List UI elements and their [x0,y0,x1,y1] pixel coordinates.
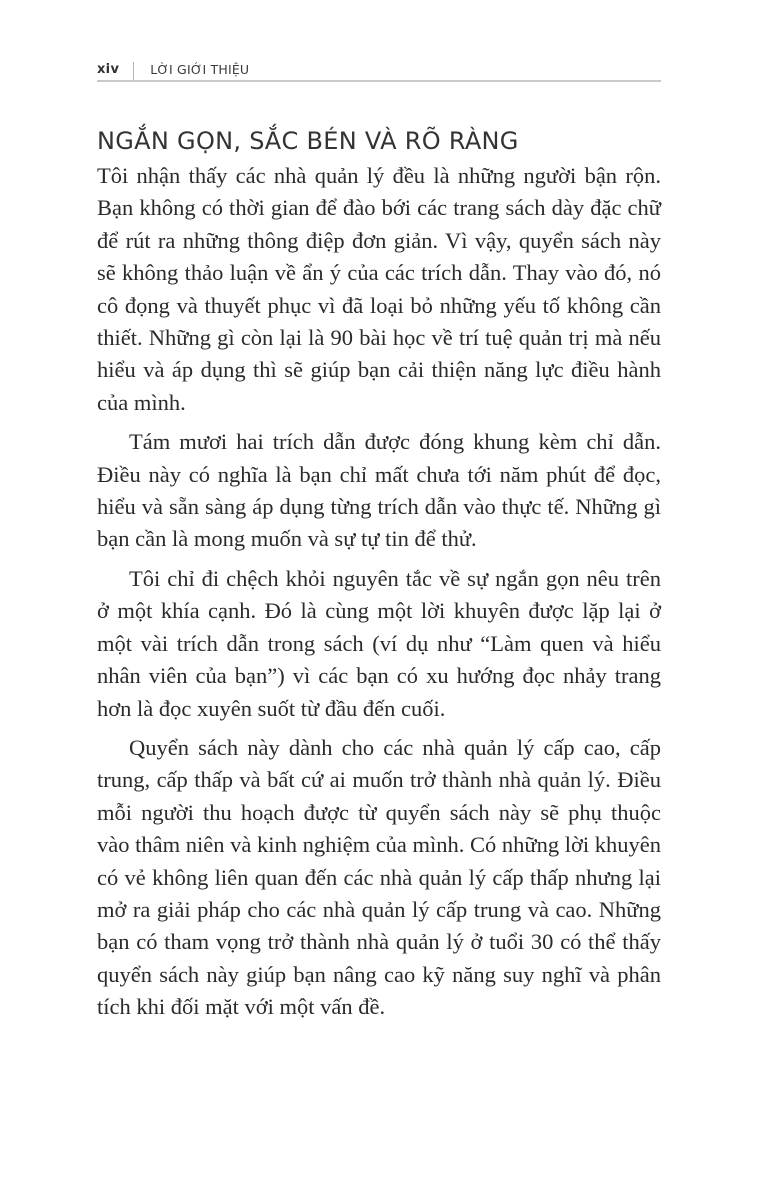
paragraph: Tôi chỉ đi chệch khỏi nguyên tắc về sự ngắn gọn nêu trên ở một khía cạnh. Đó là cùng một lời khuyên được lặp lại ở một vài trích dẫn trong sách (ví dụ như “Làm quen và hiểu nhân viên của bạn”) vì các bạn có xu hướng đọc nhảy trang hơn là đọc xuyên suốt từ đầu đến cuối. [97,565,661,721]
page-number: xiv [97,61,120,77]
paragraph: Tôi nhận thấy các nhà quản lý đều là những người bận rộn. Bạn không có thời gian để đào bới các trang sách dày đặc chữ để rút ra những thông điệp đơn giản. Vì vậy, quyển sách này sẽ không thảo luận về ẩn ý của các trích dẫn. Thay vào đó, nó cô đọng và thuyết phục vì đã loại bỏ những yếu tố không cần thiết. Những gì còn lại là 90 bài học về trí tuệ quản trị mà nếu hiểu và áp dụng thì sẽ giúp bạn cải thiện năng lực điều hành của mình. [97,163,661,415]
paragraph: Quyển sách này dành cho các nhà quản lý cấp cao, cấp trung, cấp thấp và bất cứ ai muốn trở thành nhà quản lý. Điều mỗi người thu hoạch được từ quyển sách này sẽ phụ thuộc vào thâm niên và kinh nghiệm của mình. Có những lời khuyên có vẻ không liên quan đến các nhà quản lý cấp thấp nhưng lại mở ra giải pháp cho các nhà quản lý cấp trung và cao. Những bạn có tham vọng trở thành nhà quản lý ở tuổi 30 có thể thấy quyển sách này giúp bạn nâng cao kỹ năng suy nghĩ và phân tích khi đối mặt với một vấn đề. [97,734,662,1020]
section-heading: NGẮN GỌN, SẮC BÉN VÀ RÕ RÀNG [97,127,519,155]
page-body [97,122,661,1031]
running-head [97,58,661,82]
paragraph: Tám mươi hai trích dẫn được đóng khung kèm chỉ dẫn. Điều này có nghĩa là bạn chỉ mất chưa tới năm phút để đọc, hiểu và sẵn sàng áp dụng từng trích dẫn vào thực tế. Những gì bạn cần là mong muốn và sự tự tin để thử. [97,429,661,552]
chapter-title: LỜI GIỚI THIỆU [150,61,250,77]
